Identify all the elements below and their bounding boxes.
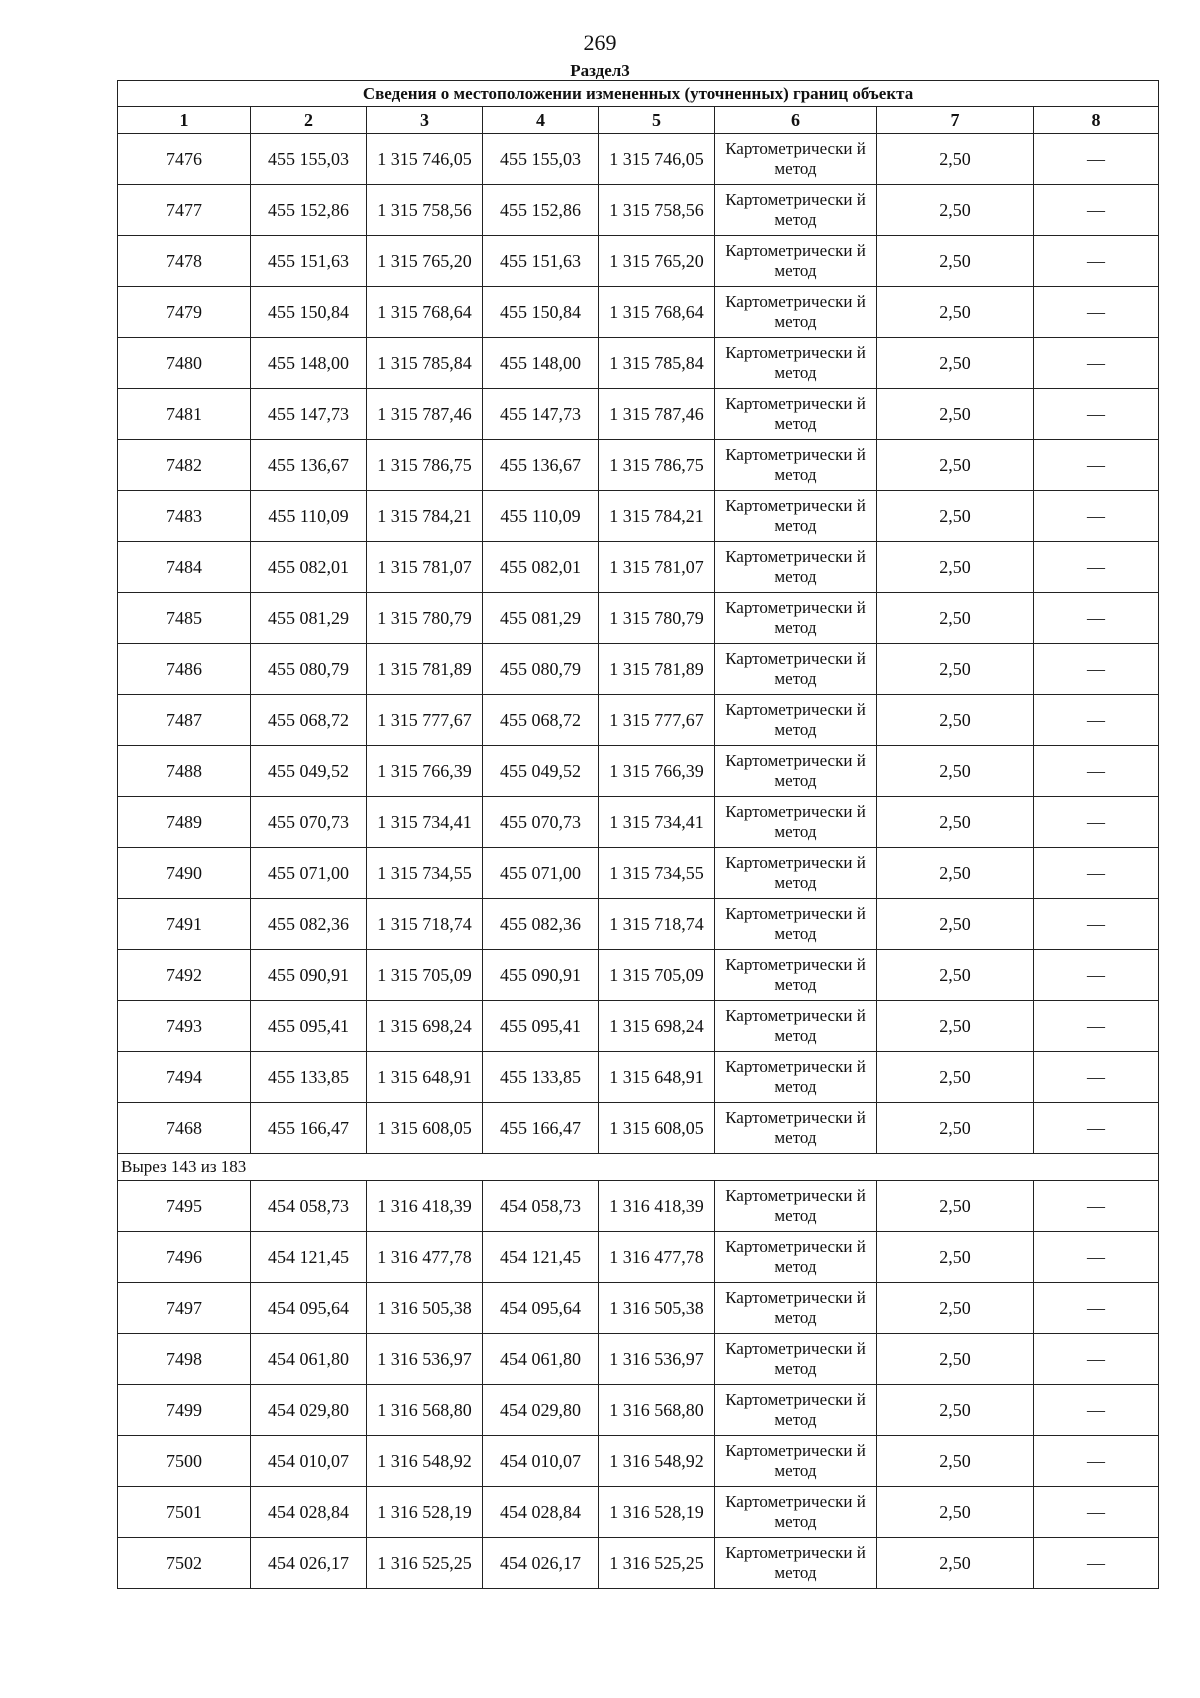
- point-number-cell: 7479: [118, 287, 251, 338]
- y-old-cell: 1 315 765,20: [367, 236, 483, 287]
- x-new-cell: 455 049,52: [483, 746, 599, 797]
- note-cell: —: [1034, 1487, 1159, 1538]
- note-cell: —: [1034, 338, 1159, 389]
- note-cell: —: [1034, 389, 1159, 440]
- x-new-cell: 455 080,79: [483, 644, 599, 695]
- note-cell: —: [1034, 1538, 1159, 1589]
- precision-cell: 2,50: [877, 1232, 1034, 1283]
- x-old-cell: 455 150,84: [251, 287, 367, 338]
- x-new-cell: 455 081,29: [483, 593, 599, 644]
- column-header: 5: [599, 107, 715, 134]
- x-old-cell: 455 110,09: [251, 491, 367, 542]
- y-old-cell: 1 316 477,78: [367, 1232, 483, 1283]
- x-new-cell: 455 166,47: [483, 1103, 599, 1154]
- precision-cell: 2,50: [877, 287, 1034, 338]
- column-header: 4: [483, 107, 599, 134]
- precision-cell: 2,50: [877, 1103, 1034, 1154]
- cutout-label: Вырез 143 из 183: [118, 1154, 1159, 1181]
- note-cell: —: [1034, 134, 1159, 185]
- y-new-cell: 1 315 734,41: [599, 797, 715, 848]
- y-old-cell: 1 315 734,41: [367, 797, 483, 848]
- note-cell: —: [1034, 1436, 1159, 1487]
- method-cell: Картометрически й метод: [715, 644, 877, 695]
- y-new-cell: 1 316 568,80: [599, 1385, 715, 1436]
- y-new-cell: 1 315 758,56: [599, 185, 715, 236]
- y-old-cell: 1 315 777,67: [367, 695, 483, 746]
- y-old-cell: 1 316 536,97: [367, 1334, 483, 1385]
- table-row: [118, 1385, 1159, 1436]
- table-row: [118, 185, 1159, 236]
- x-old-cell: 454 026,17: [251, 1538, 367, 1589]
- x-new-cell: 455 068,72: [483, 695, 599, 746]
- note-cell: —: [1034, 185, 1159, 236]
- x-old-cell: 455 081,29: [251, 593, 367, 644]
- precision-cell: 2,50: [877, 1385, 1034, 1436]
- point-number-cell: 7495: [118, 1181, 251, 1232]
- note-cell: —: [1034, 1181, 1159, 1232]
- precision-cell: 2,50: [877, 1052, 1034, 1103]
- x-new-cell: 455 110,09: [483, 491, 599, 542]
- section-title: Раздел3: [570, 61, 630, 80]
- method-cell: Картометрически й метод: [715, 695, 877, 746]
- method-cell: Картометрически й метод: [715, 185, 877, 236]
- y-new-cell: 1 315 766,39: [599, 746, 715, 797]
- x-new-cell: 454 061,80: [483, 1334, 599, 1385]
- point-number-cell: 7481: [118, 389, 251, 440]
- x-old-cell: 454 095,64: [251, 1283, 367, 1334]
- method-cell: Картометрически й метод: [715, 1103, 877, 1154]
- point-number-cell: 7494: [118, 1052, 251, 1103]
- point-number-cell: 7490: [118, 848, 251, 899]
- y-old-cell: 1 315 766,39: [367, 746, 483, 797]
- method-cell: Картометрически й метод: [715, 1436, 877, 1487]
- table-row: [118, 338, 1159, 389]
- point-number-cell: 7487: [118, 695, 251, 746]
- x-new-cell: 455 071,00: [483, 848, 599, 899]
- point-number-cell: 7499: [118, 1385, 251, 1436]
- x-old-cell: 454 061,80: [251, 1334, 367, 1385]
- cutout-divider-row: [118, 1154, 1159, 1181]
- point-number-cell: 7500: [118, 1436, 251, 1487]
- x-old-cell: 455 166,47: [251, 1103, 367, 1154]
- x-new-cell: 454 010,07: [483, 1436, 599, 1487]
- table-row: [118, 389, 1159, 440]
- y-old-cell: 1 316 568,80: [367, 1385, 483, 1436]
- note-cell: —: [1034, 950, 1159, 1001]
- y-old-cell: 1 315 787,46: [367, 389, 483, 440]
- precision-cell: 2,50: [877, 1334, 1034, 1385]
- x-new-cell: 455 082,36: [483, 899, 599, 950]
- point-number-cell: 7493: [118, 1001, 251, 1052]
- note-cell: —: [1034, 593, 1159, 644]
- x-old-cell: 455 082,36: [251, 899, 367, 950]
- note-cell: —: [1034, 287, 1159, 338]
- x-old-cell: 455 049,52: [251, 746, 367, 797]
- table-row: [118, 1181, 1159, 1232]
- y-new-cell: 1 315 698,24: [599, 1001, 715, 1052]
- x-new-cell: 455 082,01: [483, 542, 599, 593]
- table-row: [118, 644, 1159, 695]
- x-new-cell: 454 095,64: [483, 1283, 599, 1334]
- point-number-cell: 7489: [118, 797, 251, 848]
- point-number-cell: 7488: [118, 746, 251, 797]
- x-new-cell: 454 029,80: [483, 1385, 599, 1436]
- note-cell: —: [1034, 899, 1159, 950]
- method-cell: Картометрически й метод: [715, 593, 877, 644]
- table-caption: Сведения о местоположении измененных (уточненных) границ объекта: [118, 81, 1159, 107]
- method-cell: Картометрически й метод: [715, 746, 877, 797]
- y-new-cell: 1 316 505,38: [599, 1283, 715, 1334]
- table-row: [118, 848, 1159, 899]
- y-new-cell: 1 315 746,05: [599, 134, 715, 185]
- point-number-cell: 7491: [118, 899, 251, 950]
- note-cell: —: [1034, 1334, 1159, 1385]
- x-new-cell: 454 026,17: [483, 1538, 599, 1589]
- method-cell: Картометрически й метод: [715, 338, 877, 389]
- precision-cell: 2,50: [877, 389, 1034, 440]
- point-number-cell: 7486: [118, 644, 251, 695]
- method-cell: Картометрически й метод: [715, 1334, 877, 1385]
- note-cell: —: [1034, 491, 1159, 542]
- y-new-cell: 1 316 528,19: [599, 1487, 715, 1538]
- x-old-cell: 455 155,03: [251, 134, 367, 185]
- point-number-cell: 7482: [118, 440, 251, 491]
- x-old-cell: 455 082,01: [251, 542, 367, 593]
- method-cell: Картометрически й метод: [715, 1232, 877, 1283]
- y-new-cell: 1 315 785,84: [599, 338, 715, 389]
- y-old-cell: 1 315 785,84: [367, 338, 483, 389]
- y-new-cell: 1 315 718,74: [599, 899, 715, 950]
- x-old-cell: 455 148,00: [251, 338, 367, 389]
- y-old-cell: 1 315 734,55: [367, 848, 483, 899]
- x-old-cell: 455 151,63: [251, 236, 367, 287]
- column-header: 7: [877, 107, 1034, 134]
- y-old-cell: 1 316 505,38: [367, 1283, 483, 1334]
- y-new-cell: 1 316 525,25: [599, 1538, 715, 1589]
- table-row: [118, 950, 1159, 1001]
- y-old-cell: 1 315 781,07: [367, 542, 483, 593]
- table-row: [118, 542, 1159, 593]
- column-header: 1: [118, 107, 251, 134]
- y-new-cell: 1 316 536,97: [599, 1334, 715, 1385]
- point-number-cell: 7480: [118, 338, 251, 389]
- precision-cell: 2,50: [877, 1538, 1034, 1589]
- point-number-cell: 7483: [118, 491, 251, 542]
- note-cell: —: [1034, 542, 1159, 593]
- point-number-cell: 7502: [118, 1538, 251, 1589]
- table-row: [118, 1052, 1159, 1103]
- method-cell: Картометрически й метод: [715, 440, 877, 491]
- method-cell: Картометрически й метод: [715, 848, 877, 899]
- note-cell: —: [1034, 236, 1159, 287]
- table-row: [118, 797, 1159, 848]
- x-new-cell: 455 090,91: [483, 950, 599, 1001]
- x-old-cell: 454 010,07: [251, 1436, 367, 1487]
- method-cell: Картометрически й метод: [715, 236, 877, 287]
- table-row: [118, 695, 1159, 746]
- table-row: [118, 134, 1159, 185]
- method-cell: Картометрически й метод: [715, 542, 877, 593]
- page-number: 269: [583, 30, 617, 55]
- point-number-cell: 7497: [118, 1283, 251, 1334]
- y-new-cell: 1 316 477,78: [599, 1232, 715, 1283]
- x-old-cell: 455 152,86: [251, 185, 367, 236]
- precision-cell: 2,50: [877, 134, 1034, 185]
- note-cell: —: [1034, 746, 1159, 797]
- method-cell: Картометрически й метод: [715, 1052, 877, 1103]
- table-row: [118, 746, 1159, 797]
- column-header: 3: [367, 107, 483, 134]
- note-cell: —: [1034, 1052, 1159, 1103]
- method-cell: Картометрически й метод: [715, 1001, 877, 1052]
- method-cell: Картометрически й метод: [715, 389, 877, 440]
- table-row: [118, 1436, 1159, 1487]
- precision-cell: 2,50: [877, 236, 1034, 287]
- y-new-cell: 1 315 608,05: [599, 1103, 715, 1154]
- table-row: [118, 1487, 1159, 1538]
- x-old-cell: 455 090,91: [251, 950, 367, 1001]
- y-old-cell: 1 316 528,19: [367, 1487, 483, 1538]
- note-cell: —: [1034, 1283, 1159, 1334]
- y-old-cell: 1 315 758,56: [367, 185, 483, 236]
- table-row: [118, 593, 1159, 644]
- point-number-cell: 7476: [118, 134, 251, 185]
- x-old-cell: 454 121,45: [251, 1232, 367, 1283]
- note-cell: —: [1034, 848, 1159, 899]
- precision-cell: 2,50: [877, 185, 1034, 236]
- x-new-cell: 455 155,03: [483, 134, 599, 185]
- table-caption-row: [118, 81, 1159, 107]
- point-number-cell: 7501: [118, 1487, 251, 1538]
- table-row: [118, 440, 1159, 491]
- y-new-cell: 1 315 781,07: [599, 542, 715, 593]
- method-cell: Картометрически й метод: [715, 287, 877, 338]
- x-new-cell: 455 070,73: [483, 797, 599, 848]
- precision-cell: 2,50: [877, 440, 1034, 491]
- point-number-cell: 7498: [118, 1334, 251, 1385]
- precision-cell: 2,50: [877, 695, 1034, 746]
- y-new-cell: 1 315 768,64: [599, 287, 715, 338]
- x-new-cell: 454 121,45: [483, 1232, 599, 1283]
- y-new-cell: 1 316 548,92: [599, 1436, 715, 1487]
- precision-cell: 2,50: [877, 491, 1034, 542]
- note-cell: —: [1034, 1385, 1159, 1436]
- y-old-cell: 1 315 768,64: [367, 287, 483, 338]
- method-cell: Картометрически й метод: [715, 1538, 877, 1589]
- method-cell: Картометрически й метод: [715, 491, 877, 542]
- column-header: 6: [715, 107, 877, 134]
- y-old-cell: 1 316 525,25: [367, 1538, 483, 1589]
- x-new-cell: 455 136,67: [483, 440, 599, 491]
- precision-cell: 2,50: [877, 899, 1034, 950]
- precision-cell: 2,50: [877, 746, 1034, 797]
- y-new-cell: 1 315 705,09: [599, 950, 715, 1001]
- x-new-cell: 455 147,73: [483, 389, 599, 440]
- table-row: [118, 1334, 1159, 1385]
- y-new-cell: 1 315 781,89: [599, 644, 715, 695]
- x-new-cell: 455 150,84: [483, 287, 599, 338]
- y-old-cell: 1 315 705,09: [367, 950, 483, 1001]
- method-cell: Картометрически й метод: [715, 1487, 877, 1538]
- table-row: [118, 899, 1159, 950]
- precision-cell: 2,50: [877, 1487, 1034, 1538]
- y-new-cell: 1 315 780,79: [599, 593, 715, 644]
- y-old-cell: 1 315 784,21: [367, 491, 483, 542]
- y-old-cell: 1 315 786,75: [367, 440, 483, 491]
- note-cell: —: [1034, 1232, 1159, 1283]
- method-cell: Картометрически й метод: [715, 1283, 877, 1334]
- precision-cell: 2,50: [877, 797, 1034, 848]
- x-old-cell: 455 070,73: [251, 797, 367, 848]
- column-header: 2: [251, 107, 367, 134]
- y-old-cell: 1 315 781,89: [367, 644, 483, 695]
- x-new-cell: 455 148,00: [483, 338, 599, 389]
- precision-cell: 2,50: [877, 950, 1034, 1001]
- y-old-cell: 1 315 648,91: [367, 1052, 483, 1103]
- method-cell: Картометрически й метод: [715, 797, 877, 848]
- note-cell: —: [1034, 797, 1159, 848]
- x-old-cell: 455 133,85: [251, 1052, 367, 1103]
- y-old-cell: 1 316 548,92: [367, 1436, 483, 1487]
- x-new-cell: 454 058,73: [483, 1181, 599, 1232]
- precision-cell: 2,50: [877, 1181, 1034, 1232]
- x-new-cell: 455 133,85: [483, 1052, 599, 1103]
- point-number-cell: 7477: [118, 185, 251, 236]
- y-old-cell: 1 315 608,05: [367, 1103, 483, 1154]
- point-number-cell: 7496: [118, 1232, 251, 1283]
- precision-cell: 2,50: [877, 1283, 1034, 1334]
- method-cell: Картометрически й метод: [715, 950, 877, 1001]
- precision-cell: 2,50: [877, 1001, 1034, 1052]
- point-number-cell: 7468: [118, 1103, 251, 1154]
- y-new-cell: 1 315 786,75: [599, 440, 715, 491]
- x-new-cell: 455 151,63: [483, 236, 599, 287]
- column-header-row: [118, 107, 1159, 134]
- precision-cell: 2,50: [877, 338, 1034, 389]
- table-row: [118, 1283, 1159, 1334]
- x-old-cell: 455 136,67: [251, 440, 367, 491]
- precision-cell: 2,50: [877, 593, 1034, 644]
- note-cell: —: [1034, 440, 1159, 491]
- note-cell: —: [1034, 644, 1159, 695]
- table-row: [118, 491, 1159, 542]
- method-cell: Картометрически й метод: [715, 899, 877, 950]
- table-row: [118, 1103, 1159, 1154]
- method-cell: Картометрически й метод: [715, 1181, 877, 1232]
- method-cell: Картометрически й метод: [715, 1385, 877, 1436]
- y-old-cell: 1 316 418,39: [367, 1181, 483, 1232]
- y-new-cell: 1 315 648,91: [599, 1052, 715, 1103]
- y-new-cell: 1 315 765,20: [599, 236, 715, 287]
- x-old-cell: 455 095,41: [251, 1001, 367, 1052]
- y-new-cell: 1 315 777,67: [599, 695, 715, 746]
- x-old-cell: 455 147,73: [251, 389, 367, 440]
- y-old-cell: 1 315 780,79: [367, 593, 483, 644]
- point-number-cell: 7484: [118, 542, 251, 593]
- note-cell: —: [1034, 695, 1159, 746]
- method-cell: Картометрически й метод: [715, 134, 877, 185]
- y-new-cell: 1 315 787,46: [599, 389, 715, 440]
- x-old-cell: 455 080,79: [251, 644, 367, 695]
- precision-cell: 2,50: [877, 848, 1034, 899]
- y-old-cell: 1 315 746,05: [367, 134, 483, 185]
- x-new-cell: 454 028,84: [483, 1487, 599, 1538]
- column-header: 8: [1034, 107, 1159, 134]
- point-number-cell: 7478: [118, 236, 251, 287]
- y-old-cell: 1 315 718,74: [367, 899, 483, 950]
- x-new-cell: 455 095,41: [483, 1001, 599, 1052]
- x-old-cell: 454 028,84: [251, 1487, 367, 1538]
- table-row: [118, 1001, 1159, 1052]
- point-number-cell: 7492: [118, 950, 251, 1001]
- x-old-cell: 454 058,73: [251, 1181, 367, 1232]
- precision-cell: 2,50: [877, 542, 1034, 593]
- point-number-cell: 7485: [118, 593, 251, 644]
- y-new-cell: 1 316 418,39: [599, 1181, 715, 1232]
- note-cell: —: [1034, 1001, 1159, 1052]
- y-old-cell: 1 315 698,24: [367, 1001, 483, 1052]
- precision-cell: 2,50: [877, 644, 1034, 695]
- table-row: [118, 287, 1159, 338]
- y-new-cell: 1 315 784,21: [599, 491, 715, 542]
- table-row: [118, 1232, 1159, 1283]
- table-row: [118, 1538, 1159, 1589]
- x-old-cell: 455 071,00: [251, 848, 367, 899]
- note-cell: —: [1034, 1103, 1159, 1154]
- x-old-cell: 455 068,72: [251, 695, 367, 746]
- precision-cell: 2,50: [877, 1436, 1034, 1487]
- coordinates-table: [117, 80, 1159, 1589]
- table-row: [118, 236, 1159, 287]
- y-new-cell: 1 315 734,55: [599, 848, 715, 899]
- x-new-cell: 455 152,86: [483, 185, 599, 236]
- x-old-cell: 454 029,80: [251, 1385, 367, 1436]
